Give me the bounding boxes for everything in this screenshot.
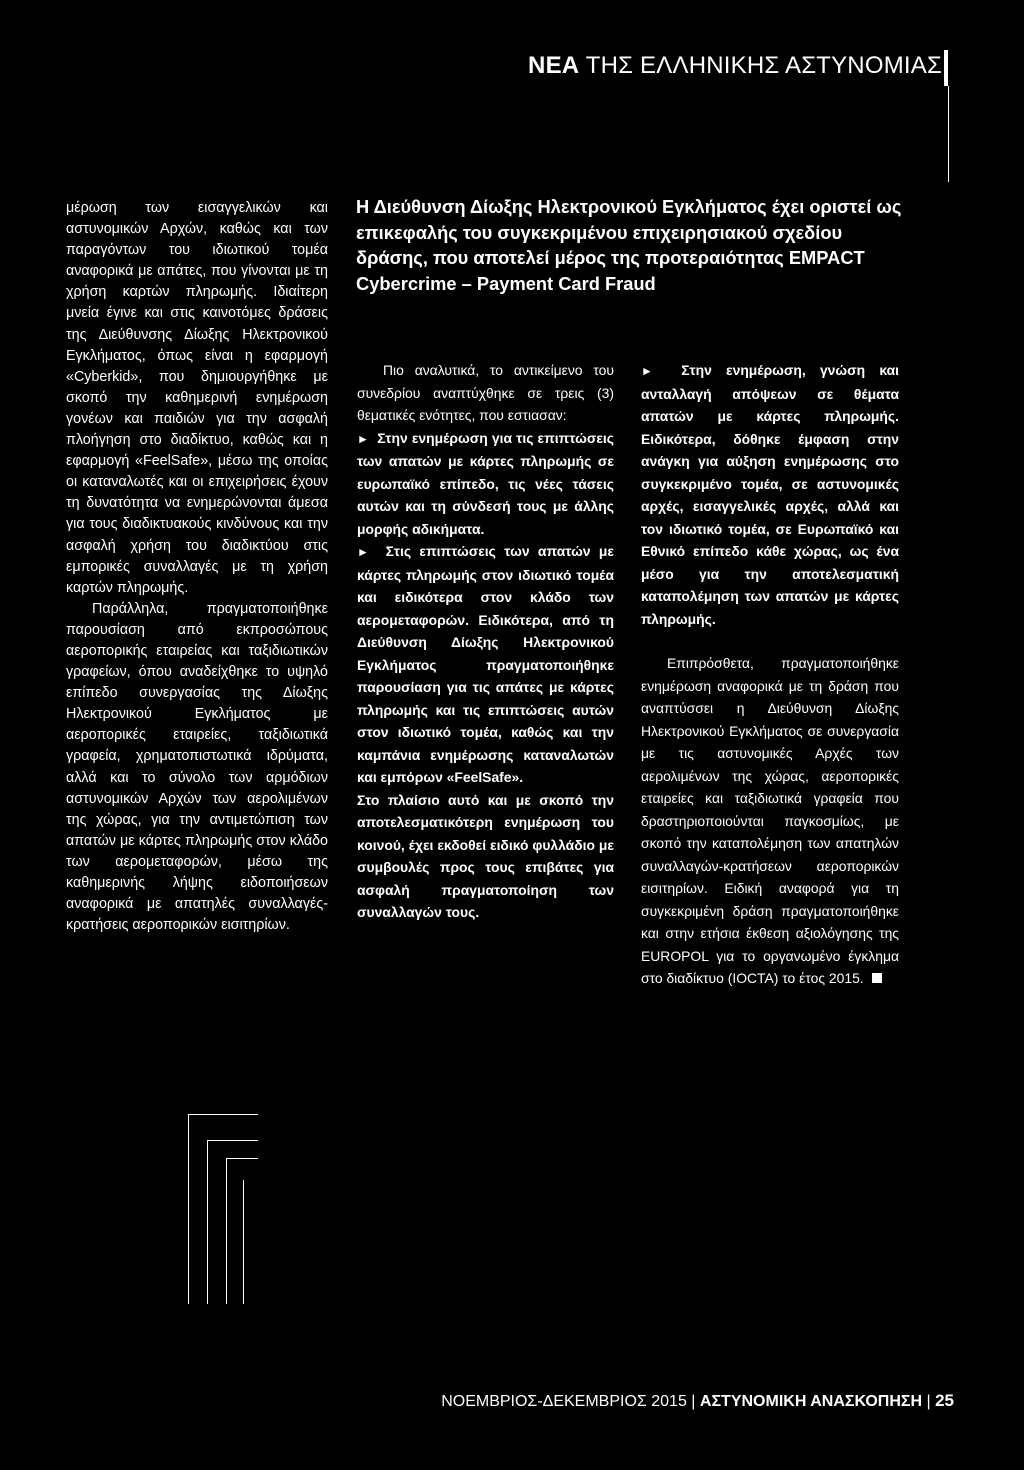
header-title-rest: ΤΗΣ ΕΛΛΗΝΙΚΗΣ ΑΣΤΥΝΟΜΙΑΣ: [579, 52, 942, 79]
column-left: [66, 198, 328, 936]
page-number: 25: [935, 1391, 954, 1410]
col1-paragraph-1: μέρωση των εισαγγελικών και αστυνομικών Αρχών, καθώς και των παραγόντων του ιδιωτικού τομέα αναφορικά με απάτες, που γίνονται με τη χρήση καρτών πληρωμής. Ιδιαίτερη μνεία έγινε και στις καινοτόμες δράσεις της Διεύθυνσης Δίωξης Ηλεκτρονικού Εγκλήματος, όπως είναι η εφαρμογή «Cyberkid», που δημιουργήθηκε με σκοπό την καθημερινή ενημέρωση γονέων και παιδιών για την ασφαλή πλοήγηση στο διαδίκτυο, καθώς και η εφαρμογή «FeelSafe», μέσω της οποίας οι καταναλωτές και οι επιχειρήσεις έχουν τη δυνατότητα να ενημερώνονται άμεσα για τους διαδικτυακούς κινδύνους και την ασφαλή χρήση του διαδικτύου στις εμπορικές συναλλαγές με τη χρήση καρτών πληρωμής.: [66, 200, 328, 596]
col2-bullet-2: Στις επιπτώσεις των απατών με κάρτες πληρωμής στον ιδιωτικό τομέα και ειδικότερα στον κλάδο των αερομεταφορών. Ειδικότερα, από τη Διεύθυνση Δίωξης Ηλεκτρονικού Εγκλήματος πραγματοποιήθηκε παρουσίαση για τις απάτες με κάρτες πληρωμής και τις επιπτώσεις αυτών στον ιδιωτικό τομέα, καθώς και την καμπάνια ενημέρωσης καταναλωτών και εμπόρων «FeelSafe».: [357, 543, 614, 785]
column-right: [641, 359, 899, 990]
arrow-icon: ►: [641, 364, 653, 378]
header-rule: [948, 86, 949, 182]
arrow-icon: ►: [357, 545, 369, 559]
footer-magazine: ΑΣΤΥΝΟΜΙΚΗ ΑΝΑΣΚΟΠΗΣΗ: [699, 1393, 923, 1410]
running-header: [528, 52, 942, 80]
header-title-bold: ΝΕΑ: [528, 52, 580, 79]
col3-bullet-3: Στην ενημέρωση, γνώση και ανταλλαγή απόψεων σε θέματα απατών με κάρτες πληρωμής. Ειδικότερα, δόθηκε έμφαση στην ανάγκη για αύξηση ενημέρωσης στο συγκεκριμένο τομέα, σε αστυνομικές αρχές, εισαγγελικές αρχές, αλλά και τον ιδιωτικό τομέα, σε Ευρωπαϊκό και Εθνικό επίπεδο κάθε χώρας, ως ένα μέσο για την αποτελεσματική καταπολέμηση των απατών με κάρτες πληρωμής.: [641, 362, 900, 627]
col2-closing: Στο πλαίσιο αυτό και με σκοπό την αποτελεσματικότερη ενημέρωση του κοινού, έχει εκδοθεί ειδικό φυλλάδιο με συμβουλές προς τους επιβάτες για ασφαλή πραγματοποίηση των συναλλαγών τους.: [357, 791, 614, 920]
col1-paragraph-2: Παράλληλα, πραγματοποιήθηκε παρουσίαση από εκπροσώπους αεροπορικής εταιρείας και ταξιδιωτικών γραφείων, όπου αναδείχθηκε το υψηλό επίπεδο συνεργασίας της Δίωξης Ηλεκτρονικού Εγκλήματος με αεροπορικές εταιρείες, ταξιδιωτικά γραφεία, χρηματοπιστωτικά ιδρύματα, αλλά και το σύνολο των αρμόδιων αστυνομικών Αρχών των αερολιμένων της χώρας, για την αντιμετώπιση των απατών με κάρτες πληρωμής στον κλάδο των αερομεταφορών, μέσω της καθημερινής λήψης ειδοποιήσεων αναφορικά με απατηλές συναλλαγές-κρατήσεις αεροπορικών εισιτηρίων.: [66, 600, 328, 934]
header-bar: [944, 50, 948, 86]
lead-paragraph: Η Διεύθυνση Δίωξης Ηλεκτρονικού Εγκλήματος έχει οριστεί ως επικεφαλής του συγκεκριμένου επιχειρησιακού σχεδίου δράσης, που αποτελεί μέρος της προτεραιότητας EMPACT Cybercrime – Payment Card Fraud: [356, 196, 902, 294]
end-mark-icon: [872, 973, 882, 983]
col2-intro: Πιο αναλυτικά, το αντικείμενο του συνεδρίου αναπτύχθηκε σε τρεις (3) θεματικές ενότητες, που εστιασαν:: [357, 362, 614, 423]
footer-issue: ΝΟΕΜΒΡΙΟΣ-ΔΕΚΕΜΒΡΙΟΣ 2015: [441, 1393, 687, 1410]
column-middle: [357, 359, 614, 924]
arrow-icon: ►: [357, 431, 369, 446]
col2-bullet-1: Στην ενημέρωση για τις επιπτώσεις των απατών με κάρτες πληρωμής σε ευρωπαϊκό επίπεδο, τις νέες τάσεις αυτών και τη σύνδεσή τους με άλλης μορφής αδικήματα.: [357, 429, 615, 537]
col3-paragraph: Επιπρόσθετα, πραγματοποιήθηκε ενημέρωση αναφορικά με τη δράση που αναπτύσσει η Διεύθυνση Δίωξης Ηλεκτρονικού Εγκλήματος σε συνεργασία με τις αστυνομικές Αρχές των αερολιμένων της χώρας, αεροπορικές εταιρείες και ταξιδιωτικά γραφεία που δραστηριοποιούνται παγκοσμίως, με σκοπό την καταπολέμηση των απατηλών συναλλαγών-κρατήσεων αεροπορικών εισιτηρίων. Ειδική αναφορά για τη συγκεκριμένη δράση πραγματοποιήθηκε και στην ετήσια έκθεση αξιολόγησης της EUROPOL για το οργανωμένο έγκλημα στο διαδίκτυο (IOCTA) το έτος 2015.: [641, 655, 899, 986]
footer: ΝΟΕΜΒΡΙΟΣ-ΔΕΚΕΜΒΡΙΟΣ 2015 | ΑΣΤΥΝΟΜΙΚΗ ΑΝΑΣΚΟΠΗΣΗ | 25: [441, 1391, 954, 1410]
